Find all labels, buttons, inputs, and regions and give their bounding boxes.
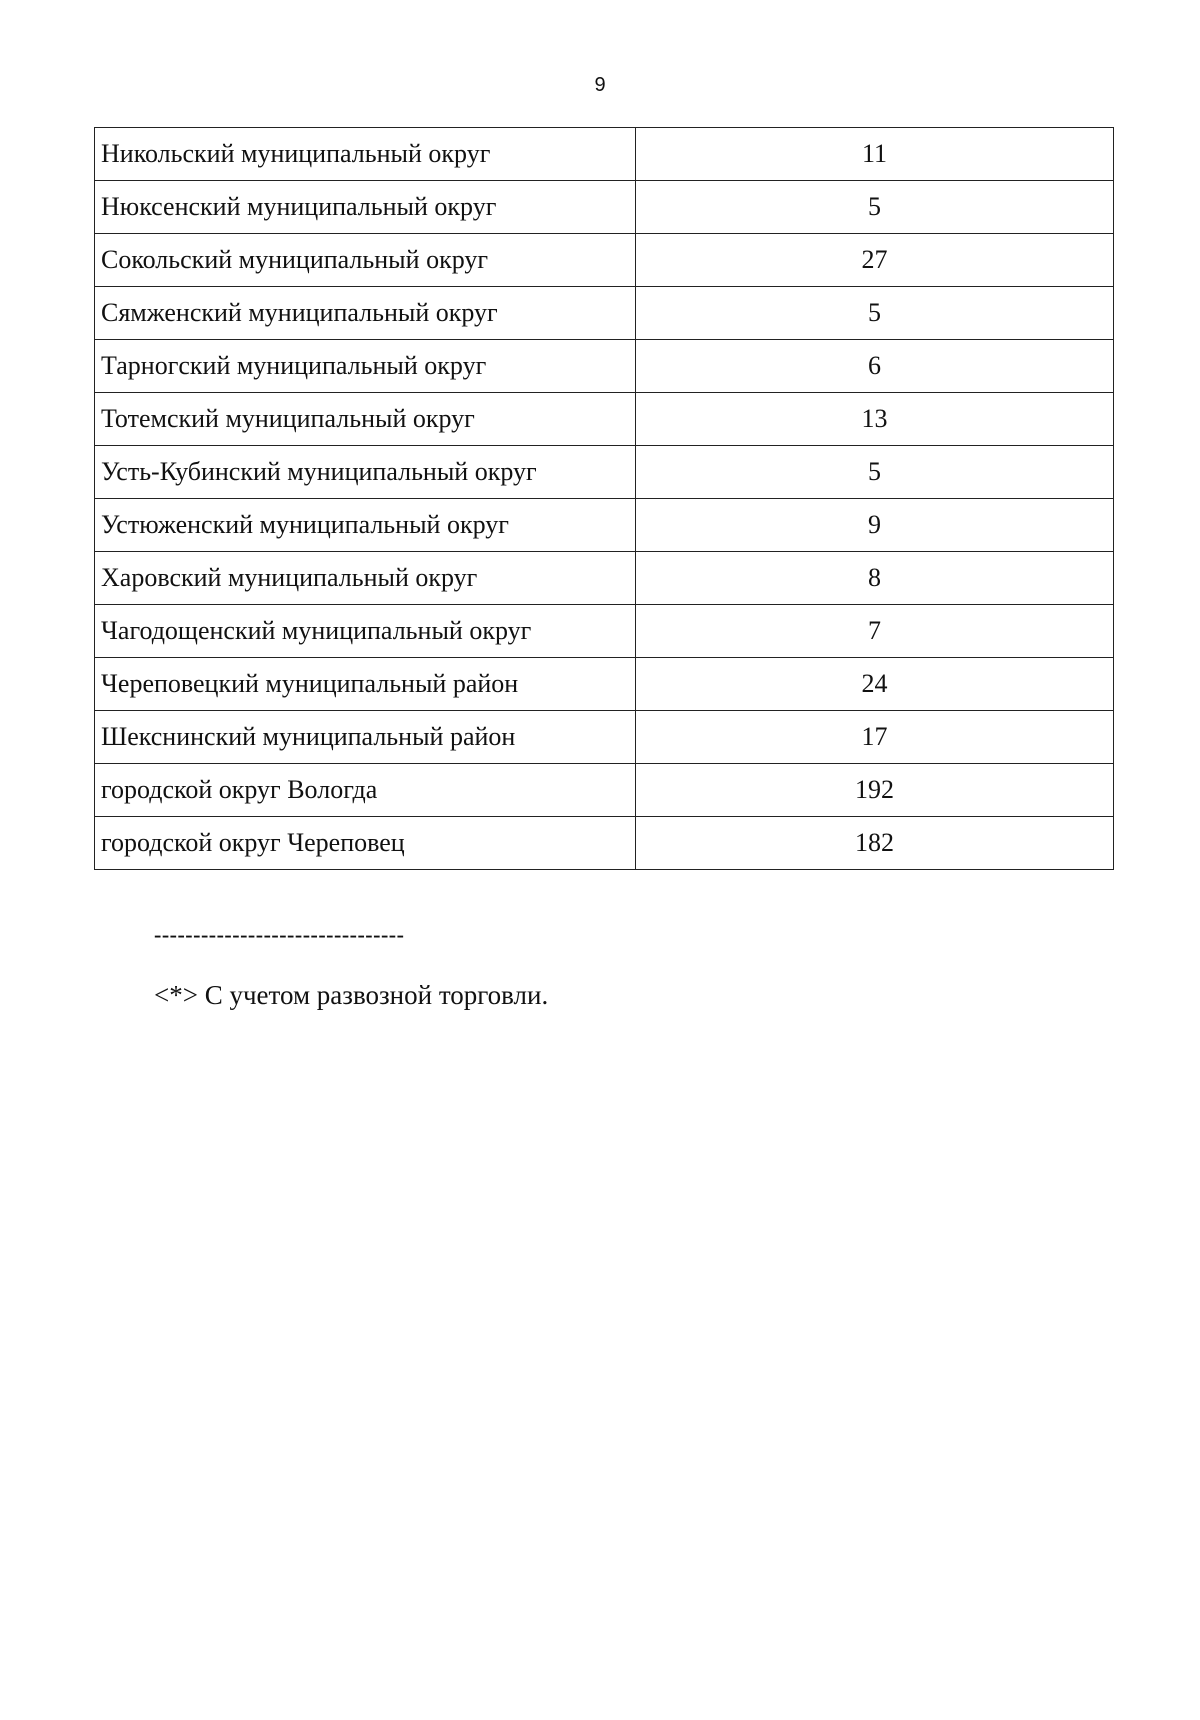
table-row xyxy=(95,605,1114,658)
district-name: Усть-Кубинский муниципальный округ xyxy=(95,446,636,499)
district-value: 9 xyxy=(636,499,1114,552)
district-value: 27 xyxy=(636,234,1114,287)
district-name: Череповецкий муниципальный район xyxy=(95,658,636,711)
district-name: Тарногский муниципальный округ xyxy=(95,340,636,393)
district-value: 17 xyxy=(636,711,1114,764)
district-value: 8 xyxy=(636,552,1114,605)
district-value: 11 xyxy=(636,128,1114,181)
district-name: Сямженский муниципальный округ xyxy=(95,287,636,340)
table-row xyxy=(95,393,1114,446)
district-value: 6 xyxy=(636,340,1114,393)
district-name: Харовский муниципальный округ xyxy=(95,552,636,605)
district-name: городской округ Вологда xyxy=(95,764,636,817)
table-row xyxy=(95,764,1114,817)
table-row xyxy=(95,446,1114,499)
district-value: 5 xyxy=(636,446,1114,499)
table-row xyxy=(95,817,1114,870)
district-value: 182 xyxy=(636,817,1114,870)
district-value: 7 xyxy=(636,605,1114,658)
page-number: 9 xyxy=(594,74,606,96)
district-name: Никольский муниципальный округ xyxy=(95,128,636,181)
district-name: Устюженский муниципальный округ xyxy=(95,499,636,552)
district-value: 192 xyxy=(636,764,1114,817)
district-name: Шекснинский муниципальный район xyxy=(95,711,636,764)
table-row xyxy=(95,711,1114,764)
district-name: Нюксенский муниципальный округ xyxy=(95,181,636,234)
table-row xyxy=(95,340,1114,393)
table-body xyxy=(95,128,1114,870)
district-value: 5 xyxy=(636,287,1114,340)
table-row xyxy=(95,552,1114,605)
table-row xyxy=(95,287,1114,340)
table-row xyxy=(95,234,1114,287)
table-row xyxy=(95,128,1114,181)
table-row xyxy=(95,499,1114,552)
district-name: Сокольский муниципальный округ xyxy=(95,234,636,287)
table-row xyxy=(95,658,1114,711)
footnote-text: <*> С учетом развозной торговли. xyxy=(154,980,549,1010)
district-value: 5 xyxy=(636,181,1114,234)
district-value: 24 xyxy=(636,658,1114,711)
district-value: 13 xyxy=(636,393,1114,446)
district-name: городской округ Череповец xyxy=(95,817,636,870)
district-name: Чагодощенский муниципальный округ xyxy=(95,605,636,658)
footnote-separator: -------------------------------- xyxy=(154,922,405,947)
district-name: Тотемский муниципальный округ xyxy=(95,393,636,446)
districts-table xyxy=(94,127,1114,870)
table-row xyxy=(95,181,1114,234)
